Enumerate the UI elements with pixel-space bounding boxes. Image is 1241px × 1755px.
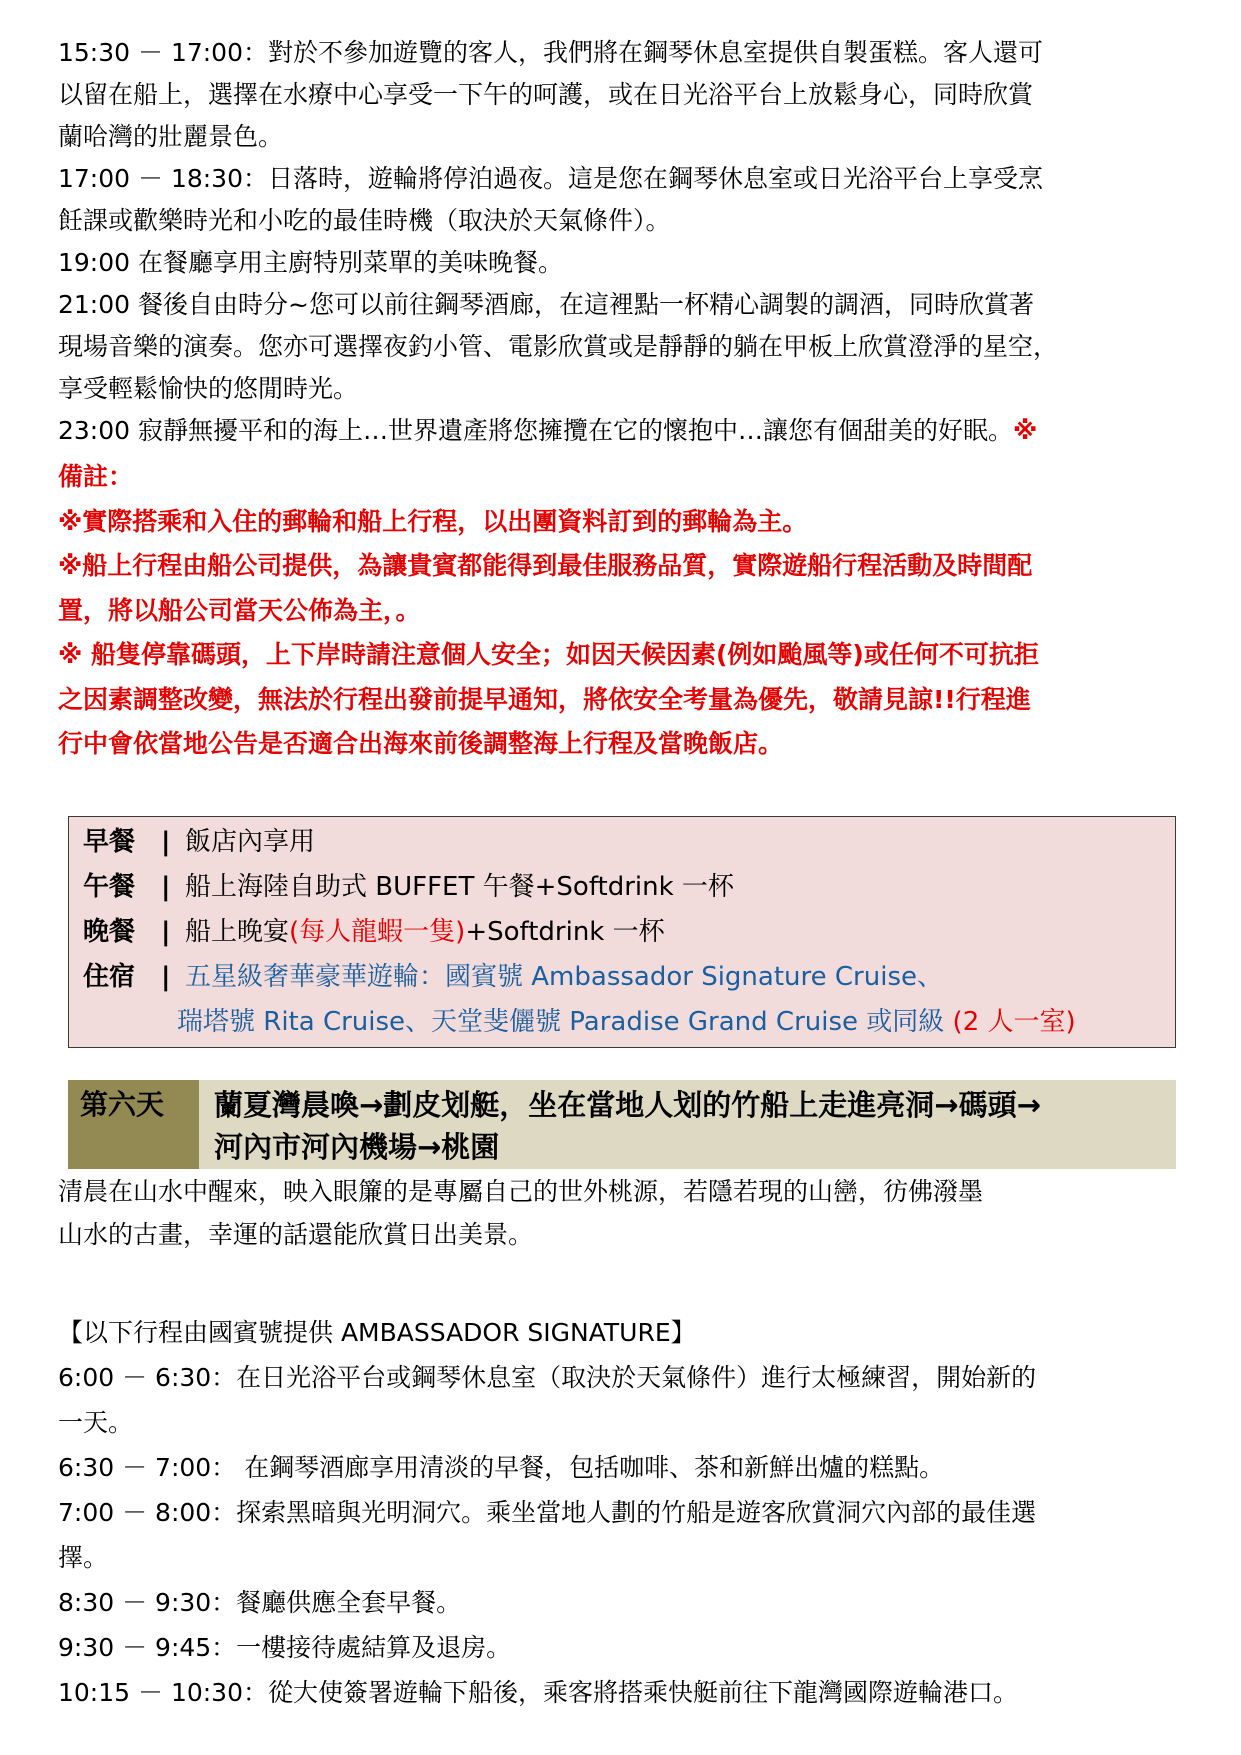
remark-line: 置，將以船公司當天公佈為主，。 xyxy=(58,595,421,625)
dinner-value xyxy=(185,910,665,955)
schedule-line: 飪課或歡樂時光和小吃的最佳時機（取決於天氣條件）。 xyxy=(58,206,671,235)
stay-row xyxy=(83,955,1175,1000)
separator: | xyxy=(161,917,171,947)
day-six-schedule xyxy=(58,1310,1178,1715)
remark-line: ※船上行程由船公司提供，為讓貴賓都能得到最佳服務品質，實際遊船行程活動及時間配 xyxy=(58,551,1033,580)
remarks-section xyxy=(58,455,1178,767)
remark-line: ※實際搭乘和入住的郵輪和船上行程，以出團資料訂到的郵輪為主。 xyxy=(58,506,808,536)
schedule-line xyxy=(58,410,1178,452)
room-occupancy: (2 人一室) xyxy=(952,1007,1076,1037)
day-intro xyxy=(58,1170,1178,1256)
lunch-label: 午餐 xyxy=(83,872,136,902)
schedule-line: 9:30 － 9:45：一樓接待處結算及退房。 xyxy=(58,1633,512,1662)
remark-line: 行中會依當地公告是否適合出海來前後調整海上行程及當晚飯店。 xyxy=(58,729,784,758)
room-spacer xyxy=(944,1007,952,1037)
breakfast-value: 飯店內享用 xyxy=(185,827,316,857)
breakfast-label: 早餐 xyxy=(83,827,136,857)
dinner-drink: +Softdrink 一杯 xyxy=(465,917,665,947)
schedule-line: 8:30 － 9:30：餐廳供應全套早餐。 xyxy=(58,1588,462,1617)
schedule-line: 享受輕鬆愉快的悠閒時光。 xyxy=(58,374,359,403)
schedule-line: 17:00 － 18:30：日落時，遊輪將停泊過夜。這是您在鋼琴休息室或日光浴平台上享受烹 xyxy=(58,164,1043,193)
schedule-line: 6:00 － 6:30：在日光浴平台或鋼琴休息室（取決於天氣條件）進行太極練習，開始新的 xyxy=(58,1363,1037,1392)
remarks-heading: 備註： xyxy=(58,462,134,491)
schedule-line: 蘭哈灣的壯麗景色。 xyxy=(58,122,284,151)
schedule-line: 以留在船上，選擇在水療中心享受一下午的呵護，或在日光浴平台上放鬆身心，同時欣賞 xyxy=(58,80,1034,109)
schedule-line: 擇。 xyxy=(58,1543,109,1572)
separator: | xyxy=(161,827,171,857)
breakfast-row xyxy=(83,820,1175,865)
day-title-line: 河內市河內機場→桃園 xyxy=(214,1130,500,1164)
schedule-line: 15:30 － 17:00：對於不參加遊覽的客人，我們將在鋼琴休息室提供自製蛋糕。客人還可 xyxy=(58,38,1043,67)
dinner-row xyxy=(83,910,1175,955)
lunch-value: 船上海陸自助式 BUFFET 午餐+Softdrink 一杯 xyxy=(185,872,734,902)
schedule-line: 6:30 － 7:00： 在鋼琴酒廊享用清淡的早餐，包括咖啡、茶和新鮮出爐的糕點。 xyxy=(58,1453,945,1482)
separator: | xyxy=(161,962,171,992)
meals-accommodation-box xyxy=(68,816,1176,1048)
schedule-line: 一天。 xyxy=(58,1408,134,1437)
remark-line: 之因素調整改變，無法於行程出發前提早通知，將依安全考量為優先，敬請見諒!!行程進 xyxy=(58,684,1031,714)
stay-row-continued xyxy=(83,1000,1175,1045)
day-number: 第六天 xyxy=(68,1080,199,1169)
separator: | xyxy=(161,872,171,902)
schedule-line: 19:00 在餐廳享用主廚特別菜單的美味晚餐。 xyxy=(58,248,563,277)
stay-label: 住宿 xyxy=(83,962,136,992)
dinner-lobster-note: (每人龍蝦一隻) xyxy=(289,917,466,947)
dinner-main: 船上晚宴 xyxy=(185,917,290,947)
schedule-line: 10:15 － 10:30：從大使簽署遊輪下船後，乘客將搭乘快艇前往下龍灣國際遊輪港口。 xyxy=(58,1678,1018,1707)
note-mark: ※ xyxy=(1013,416,1038,445)
remark-line: ※ 船隻停靠碼頭，上下岸時請注意個人安全；如因天候因素(例如颱風等)或任何不可抗拒 xyxy=(58,640,1039,669)
stay-value: 五星級奢華豪華遊輪：國賓號 Ambassador Signature Cruise、 xyxy=(185,962,943,992)
schedule-line: 21:00 餐後自由時分~您可以前往鋼琴酒廊，在這裡點一杯精心調製的調酒，同時欣賞著 xyxy=(58,290,1034,319)
cruise-schedule-text xyxy=(58,32,1178,452)
day-title-line: 蘭夏灣晨喚→劃皮划艇，坐在當地人划的竹船上走進亮洞→碼頭→ xyxy=(214,1088,1041,1122)
schedule-line: 現場音樂的演奏。您亦可選擇夜釣小管、電影欣賞或是靜靜的躺在甲板上欣賞澄淨的星空， xyxy=(58,332,1059,361)
night-line-text: 23:00 寂靜無擾平和的海上…世界遺產將您擁攬在它的懷抱中…讓您有個甜美的好眠。 xyxy=(58,416,1013,445)
dinner-label: 晚餐 xyxy=(83,917,136,947)
day-intro-line: 山水的古畫，幸運的話還能欣賞日出美景。 xyxy=(58,1220,534,1249)
schedule-line: 7:00 － 8:00：探索黑暗與光明洞穴。乘坐當地人劃的竹船是遊客欣賞洞穴內部的最佳選 xyxy=(58,1498,1037,1527)
day-six-header xyxy=(68,1080,1176,1169)
day-intro-line: 清晨在山水中醒來，映入眼簾的是專屬自己的世外桃源，若隱若現的山巒，彷佛潑墨 xyxy=(58,1177,984,1206)
lunch-row xyxy=(83,865,1175,910)
stay-value-continued xyxy=(177,1000,1076,1045)
day-title xyxy=(199,1080,1176,1169)
stay-ships: 瑞塔號 Rita Cruise、天堂斐儷號 Paradise Grand Cruise 或同級 xyxy=(177,1007,945,1037)
schedule-heading: 【以下行程由國賓號提供 AMBASSADOR SIGNATURE】 xyxy=(58,1318,696,1347)
